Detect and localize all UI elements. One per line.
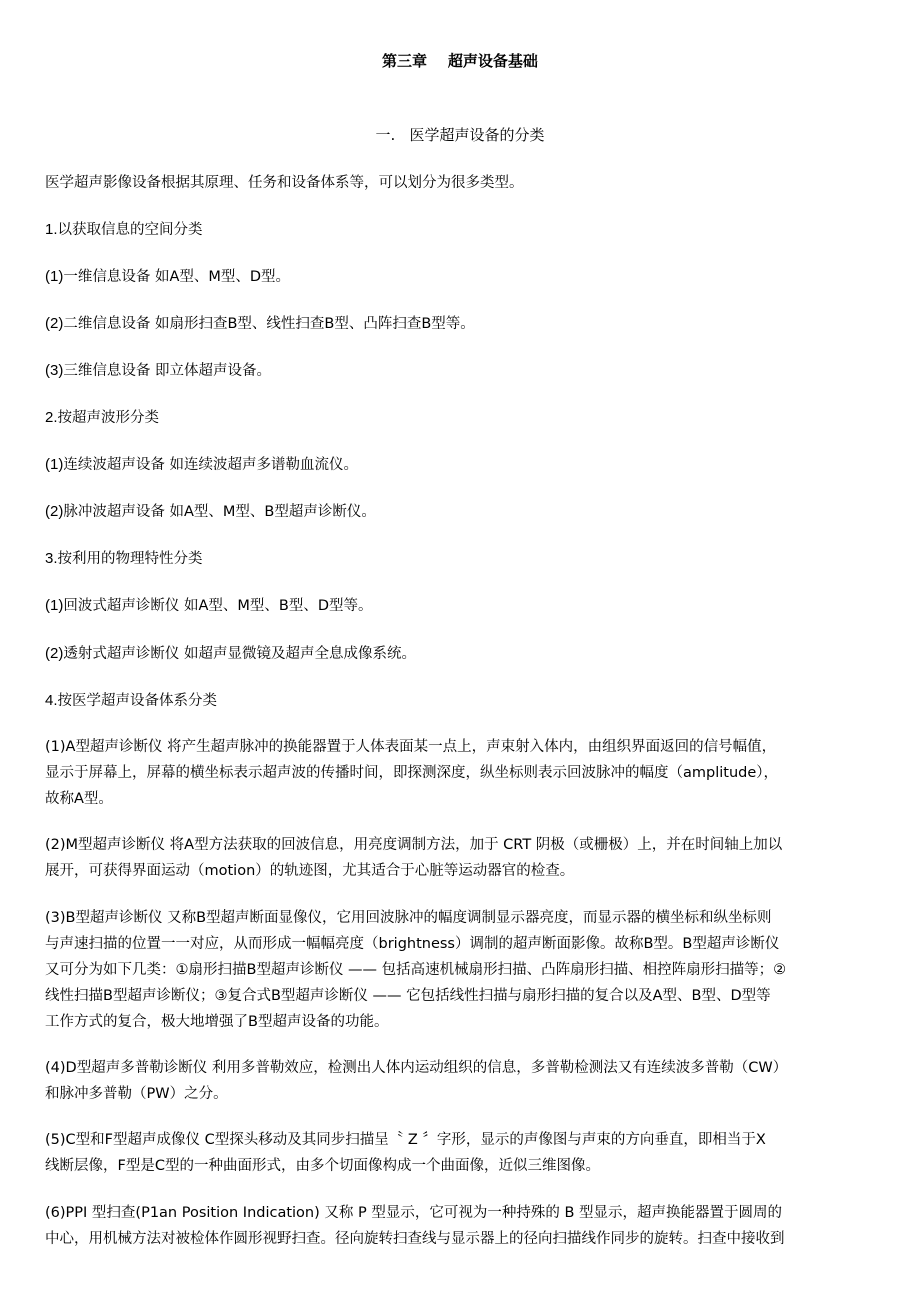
list-item [45, 499, 877, 525]
item-number: (1) [45, 268, 64, 285]
list-item [45, 405, 877, 431]
paragraph-a-type [45, 734, 877, 812]
paragraph-line: (3)B型超声诊断仪 又称B型超声断面显像仪，它用回波脉冲的幅度调制显示器亮度，而显示器的横坐标和纵坐标则 [45, 910, 772, 926]
item-number: (2) [45, 645, 64, 662]
item-number: (3) [45, 362, 64, 379]
item-text: 透射式超声诊断仪 如超声显微镜及超声全息成像系统。 [63, 646, 416, 662]
item-number: 4. [45, 692, 58, 709]
item-text: 回波式超声诊断仪 如A型、M型、B型、D型等。 [63, 598, 373, 614]
paragraph-line: 工作方式的复合，极大地增强了B型超声设备的功能。 [45, 1014, 389, 1030]
paragraph-line: 与声速扫描的位置一一对应，从而形成一幅幅亮度（brightness）调制的超声断面影像。故称B型。B型超声诊断仪 [45, 936, 780, 952]
list-item [45, 593, 877, 619]
item-text: 按医学超声设备体系分类 [57, 693, 218, 709]
paragraph-m-type [45, 832, 877, 884]
list-item [45, 358, 877, 384]
item-text: 以获取信息的空间分类 [57, 222, 203, 238]
item-text: 按利用的物理特性分类 [57, 551, 203, 567]
paragraph-d-type [45, 1055, 877, 1107]
paragraph-line: 和脉冲多普勒（PW）之分。 [45, 1086, 228, 1102]
item-number: 2. [45, 409, 58, 426]
list-item [45, 452, 877, 478]
list-item [45, 217, 877, 243]
paragraph-line: 线断层像，F型是C型的一种曲面形式，由多个切面像构成一个曲面像，近似三维图像。 [45, 1158, 600, 1174]
list-item [45, 546, 877, 572]
item-number: 3. [45, 550, 58, 567]
section-heading: 一. 医学超声设备的分类 [375, 126, 545, 144]
paragraph-line: 中心，用机械方法对被检体作圆形视野扫查。径向旋转扫查线与显示器上的径向扫描线作同步的旋转。扫查中接收到 [45, 1231, 785, 1247]
item-number: (1) [45, 456, 64, 473]
item-text: 二维信息设备 如扇形扫查B型、线性扫查B型、凸阵扫查B型等。 [63, 316, 475, 332]
paragraph-ppi-type [45, 1200, 877, 1252]
list-item [45, 311, 877, 337]
item-text: 一维信息设备 如A型、M型、D型。 [63, 269, 291, 285]
paragraph-line: (6)PPI 型扫查(P1an Position Indication) 又称 P 型显示，它可视为一种持殊的 B 型显示，超声换能器置于圆周的 [45, 1205, 783, 1221]
list-item [45, 688, 877, 714]
paragraph-c-f-type [45, 1127, 877, 1179]
chapter-title: 第三章 超声设备基础 [382, 52, 538, 70]
item-text: 脉冲波超声设备 如A型、M型、B型超声诊断仪。 [63, 504, 376, 520]
paragraph-line: (2)M型超声诊断仪 将A型方法获取的回波信息，用亮度调制方法，加于 CRT 阴极（或栅极）上，并在时间轴上加以 [45, 837, 783, 853]
paragraph-line: (5)C型和F型超声成像仪 C型探头移动及其同步扫描呈〝 Z 〞字形，显示的声像图与声束的方向垂直，即相当于X [45, 1132, 766, 1148]
paragraph-line: 显示于屏幕上，屏幕的横坐标表示超声波的传播时间，即探测深度，纵坐标则表示回波脉冲的幅度（amplitude）， [45, 765, 779, 781]
intro-paragraph: 医学超声影像设备根据其原理、任务和设备体系等，可以划分为很多类型。 [45, 175, 524, 191]
paragraph-b-type [45, 905, 877, 1035]
item-text: 按超声波形分类 [57, 410, 160, 426]
item-number: (2) [45, 503, 64, 520]
paragraph-line: (1)A型超声诊断仪 将产生超声脉冲的换能器置于人体表面某一点上，声束射入体内，由组织界面返回的信号幅值， [45, 739, 777, 755]
list-item [45, 641, 877, 667]
paragraph-line: 故称A型。 [45, 791, 113, 807]
paragraph-line: 线性扫描B型超声诊断仪；③复合式B型超声诊断仪 —— 它包括线性扫描与扇形扫描的复合以及A型、B型、D型等 [45, 988, 771, 1004]
paragraph-line: (4)D型超声多普勒诊断仪 利用多普勒效应，检测出人体内运动组织的信息，多普勒检测法又有连续波多普勒（CW） [45, 1060, 788, 1076]
list-item [45, 264, 877, 290]
paragraph-line: 又可分为如下几类：①扇形扫描B型超声诊断仪 —— 包括高速机械扇形扫描、凸阵扇形扫描、相控阵扇形扫描等；② [45, 962, 787, 978]
item-text: 连续波超声设备 如连续波超声多谱勒血流仪。 [63, 457, 358, 473]
item-text: 三维信息设备 即立体超声设备。 [63, 363, 271, 379]
paragraph-line: 展开，可获得界面运动（motion）的轨迹图，尤其适合于心脏等运动器官的检查。 [45, 863, 575, 879]
item-number: 1. [45, 221, 58, 238]
item-number: (1) [45, 597, 64, 614]
item-number: (2) [45, 315, 64, 332]
